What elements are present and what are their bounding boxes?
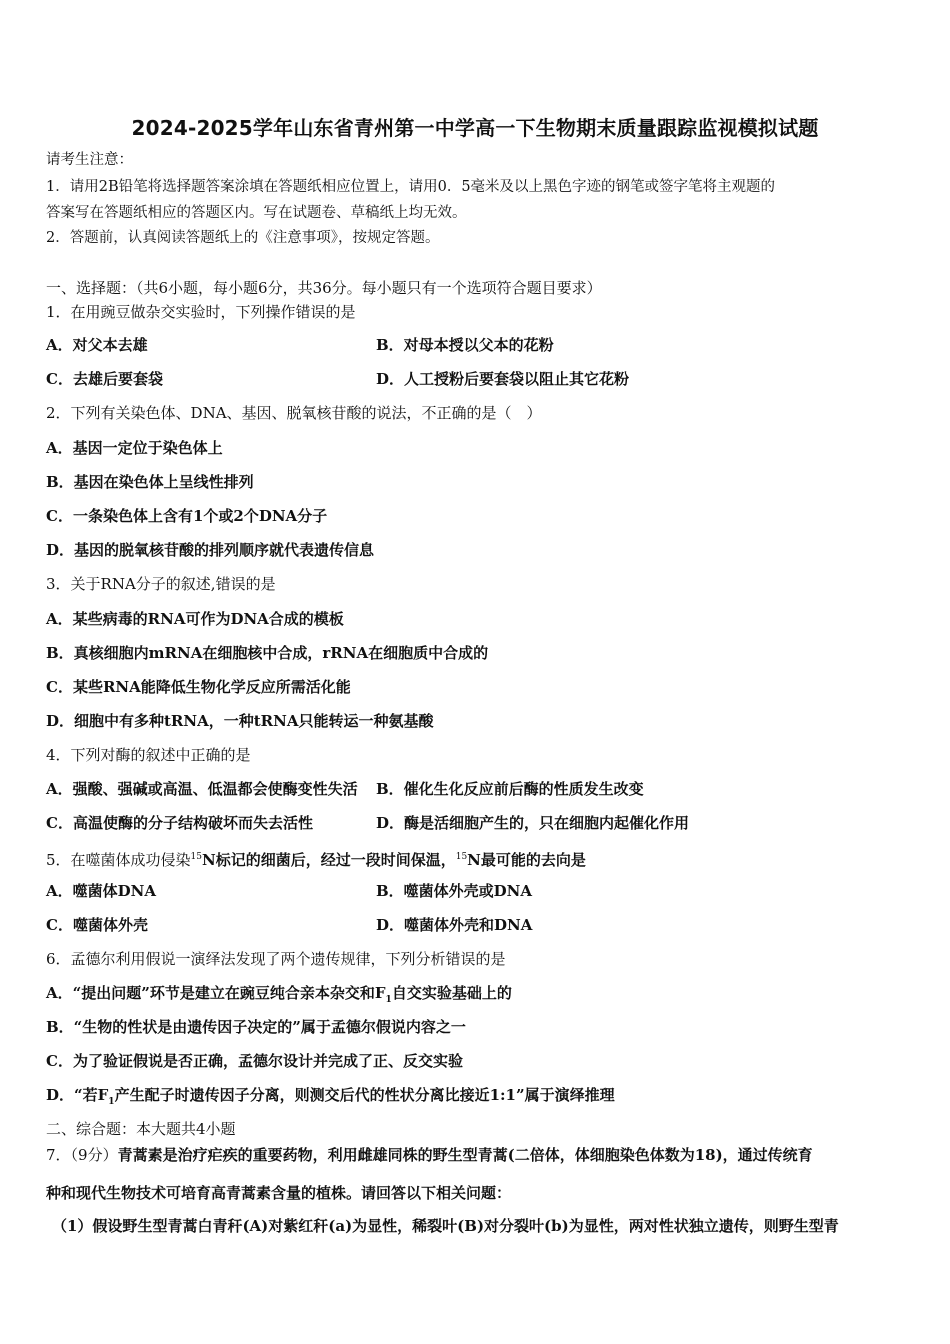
q2-option-c: C．一条染色体上含有1个或2个DNA分子 [46,507,328,525]
notice-line-1: 1．请用2B铅笔将选择题答案涂填在答题纸相应位置上，请用0．5毫米及以上黑色字迹的钢笔或签字笔将主观题的 [46,179,776,195]
q4-option-a: A．强酸、强碱或高温、低温都会使酶变性失活 [46,780,358,798]
q6-option-a-subscript: 1 [385,995,392,1005]
q2-option-d: D．基因的脱氧核苷酸的排列顺序就代表遗传信息 [46,541,375,559]
q4-option-b: B．催化生化反应前后酶的性质发生改变 [376,780,644,798]
q6-option-b: B．“生物的性状是由遗传因子决定的”属于孟德尔假说内容之一 [46,1018,466,1036]
question-2-stem: 2．下列有关染色体、DNA、基因、脱氧核苷酸的说法，不正确的是（ ） [46,404,542,422]
q1-option-a: A．对父本去雄 [46,336,148,354]
q6-option-a [46,983,512,1010]
q5-option-a: A．噬菌体DNA [46,882,156,900]
q7-score: 7．（9分） [46,1146,118,1164]
q3-option-d: D．细胞中有多种tRNA，一种tRNA只能转运一种氨基酸 [46,712,434,730]
q7-stem-text: 青蒿素是治疗疟疾的重要药物，利用雌雄同株的野生型青蒿(二倍体，体细胞染色体数为18)，通过传统育 [117,1146,813,1164]
question-4-stem: 4．下列对酶的叙述中正确的是 [46,746,251,764]
q5-option-b: B．噬菌体外壳或DNA [376,882,533,900]
question-7-line-2: 种和现代生物技术可培育高青蒿素含量的植株。请回答以下相关问题： [46,1184,512,1202]
q1-option-b: B．对母本授以父本的花粉 [376,336,554,354]
q5-stem-part-c: N最可能的去向是 [467,851,586,869]
q4-option-c: C．高温使酶的分子结构破坏而失去活性 [46,814,313,832]
section-1-heading: 一、选择题：（共6小题，每小题6分，共36分。每小题只有一个选项符合题目要求） [46,279,602,297]
question-7-stem [46,1145,906,1165]
question-1-stem: 1．在用豌豆做杂交实验时，下列操作错误的是 [46,303,356,321]
notice-heading: 请考生注意： [46,152,133,168]
q5-stem-part-a: 5．在噬菌体成功侵染 [46,851,191,869]
q6-option-a-part-b: 自交实验基础上的 [391,984,512,1002]
q2-option-a: A．基因一定位于染色体上 [46,439,223,457]
q6-option-a-part-a: A．“提出问题”环节是建立在豌豆纯合亲本杂交和F [46,984,386,1002]
question-6-stem: 6．孟德尔利用假说一演绎法发现了两个遗传规律，下列分析错误的是 [46,950,506,968]
q2-option-b: B．基因在染色体上呈线性排列 [46,473,254,491]
q4-option-d: D．酶是活细胞产生的，只在细胞内起催化作用 [376,814,690,832]
question-3-stem: 3．关于RNA分子的叙述,错误的是 [46,575,276,593]
q3-option-b: B．真核细胞内mRNA在细胞核中合成，rRNA在细胞质中合成的 [46,644,489,662]
q6-option-d-part-a: D．“若F [46,1086,109,1104]
section-2-heading: 二、综合题：本大题共4小题 [46,1120,236,1138]
q1-option-c: C．去雄后要套袋 [46,370,163,388]
question-7-line-3: （1）假设野生型青蒿白青秆(A)对紫红秆(a)为显性，稀裂叶(B)对分裂叶(b)为显性，两对性状独立遗传，则野生型青 [52,1217,839,1235]
q6-option-d-subscript: 1 [108,1097,115,1107]
q6-option-d-part-b: 产生配子时遗传因子分离，则测交后代的性状分离比接近1:1”属于演绎推理 [114,1086,615,1104]
q5-isotope-superscript-1: 15 [190,852,202,862]
q5-stem-part-b: N标记的细菌后，经过一段时间保温， [202,851,456,869]
q3-option-a: A．某些病毒的RNA可作为DNA合成的模板 [46,610,344,628]
notice-line-3: 2．答题前，认真阅读答题纸上的《注意事项》，按规定答题。 [46,230,440,246]
q5-isotope-superscript-2: 15 [455,852,468,862]
q5-option-d: D．噬菌体外壳和DNA [376,916,533,934]
q1-option-d: D．人工授粉后要套袋以阻止其它花粉 [376,370,630,388]
page-title: 2024-2025学年山东省青州第一中学高一下生物期末质量跟踪监视模拟试题 [131,116,819,140]
question-5-stem [46,847,906,870]
q6-option-c: C．为了验证假说是否正确，孟德尔设计并完成了正、反交实验 [46,1052,463,1070]
q6-option-d [46,1085,615,1112]
notice-line-2: 答案写在答题纸相应的答题区内。写在试题卷、草稿纸上均无效。 [46,205,467,221]
q5-option-c: C．噬菌体外壳 [46,916,148,934]
q3-option-c: C．某些RNA能降低生物化学反应所需活化能 [46,678,351,696]
